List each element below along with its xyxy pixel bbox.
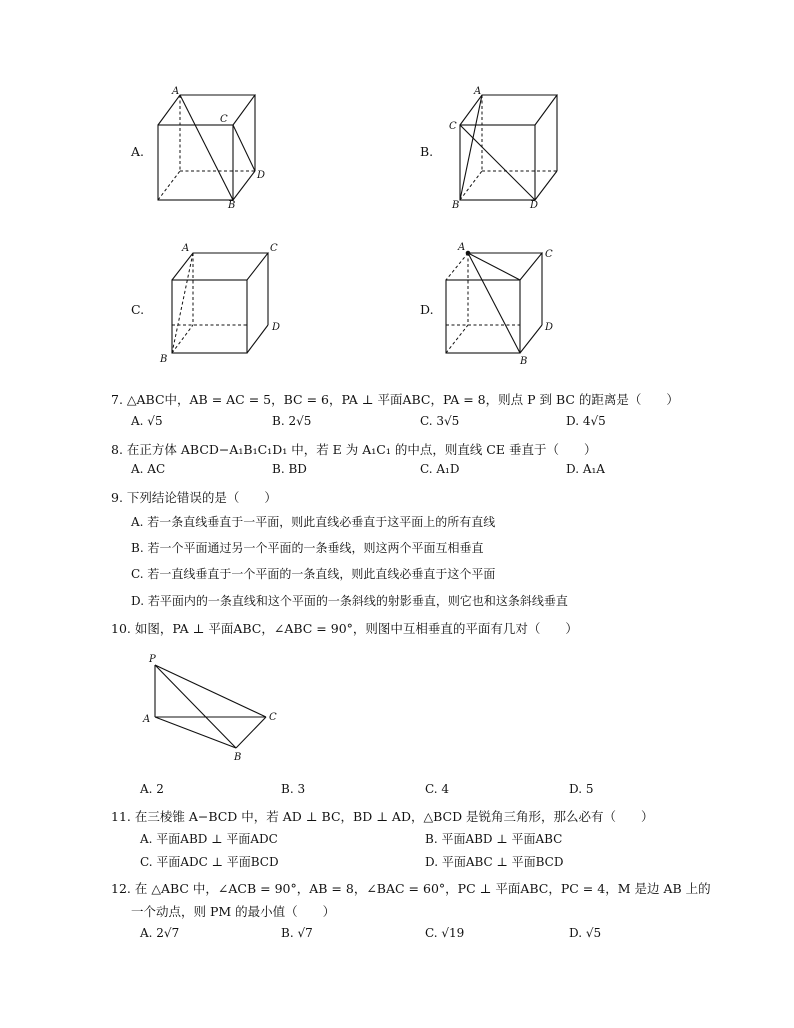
q6-option-a-label[interactable]: A.: [131, 144, 145, 159]
vertex-label: A: [143, 714, 151, 725]
vertex-label: B: [520, 356, 528, 367]
q6-option-d-label[interactable]: D.: [420, 302, 434, 317]
q10-option-a[interactable]: A. 2: [140, 782, 164, 796]
q9-option-b[interactable]: B. 若一个平面通过另一个平面的一条垂线，则这两个平面互相垂直: [131, 541, 484, 555]
vertex-label: C: [270, 243, 278, 254]
vertex-label: B: [452, 200, 460, 211]
q8-option-c[interactable]: C. A₁D: [420, 462, 460, 476]
vertex-label: A: [182, 243, 190, 254]
q6-option-c-cube-figure: [160, 240, 280, 365]
q10-stem: 10. 如图，PA ⊥ 平面ABC，∠ABC = 90°，则图中互相垂直的平面有几对（ ）: [111, 621, 578, 636]
q9-stem: 9. 下列结论错误的是（ ）: [111, 490, 277, 505]
q7-stem: 7. △ABC中，AB = AC = 5，BC = 6，PA ⊥ 平面ABC，PA = 8，则点 P 到 BC 的距离是（ ）: [111, 392, 679, 407]
q12-stem-line2: 一个动点，则 PM 的最小值（ ）: [131, 904, 336, 919]
q7-option-d[interactable]: D. 4√5: [566, 414, 606, 428]
q8-option-d[interactable]: D. A₁A: [566, 462, 605, 476]
vertex-label: A: [474, 86, 482, 97]
vertex-label: C: [449, 121, 457, 132]
q8-option-b[interactable]: B. BD: [272, 462, 307, 476]
q12-option-a[interactable]: A. 2√7: [140, 926, 180, 940]
q6-option-c-label[interactable]: C.: [131, 302, 145, 317]
q11-option-b[interactable]: B. 平面ABD ⊥ 平面ABC: [425, 832, 563, 846]
q8-option-a[interactable]: A. AC: [131, 462, 166, 476]
q12-option-b[interactable]: B. √7: [281, 926, 313, 940]
q9-option-a[interactable]: A. 若一条直线垂直于一平面，则此直线必垂直于这平面上的所有直线: [131, 515, 496, 529]
vertex-label: C: [220, 114, 228, 125]
q7-option-a[interactable]: A. √5: [131, 414, 163, 428]
q11-option-a[interactable]: A. 平面ABD ⊥ 平面ADC: [140, 832, 278, 846]
vertex-label: D: [257, 170, 266, 181]
q11-stem: 11. 在三棱锥 A−BCD 中，若 AD ⊥ BC，BD ⊥ AD，△BCD 是锐角三角形，那么必有（ ）: [111, 809, 654, 824]
vertex-label: A: [172, 86, 180, 97]
q6-option-d-cube-figure: [440, 240, 560, 365]
q10-pyramid-figure: [140, 650, 290, 770]
q10-option-b[interactable]: B. 3: [281, 782, 306, 796]
q8-stem: 8. 在正方体 ABCD−A₁B₁C₁D₁ 中，若 E 为 A₁C₁ 的中点，则直线 CE 垂直于（ ）: [111, 442, 597, 457]
q11-option-c[interactable]: C. 平面ADC ⊥ 平面BCD: [140, 855, 279, 869]
q9-option-d[interactable]: D. 若平面内的一条直线和这个平面的一条斜线的射影垂直，则它也和这条斜线垂直: [131, 594, 568, 608]
q12-stem-line1: 12. 在 △ABC 中，∠ACB = 90°，AB = 8，∠BAC = 60°，PC ⊥ 平面ABC，PC = 4，M 是边 AB 上的: [111, 881, 711, 896]
vertex-label: D: [545, 322, 554, 333]
q11-option-d[interactable]: D. 平面ABC ⊥ 平面BCD: [425, 855, 564, 869]
vertex-label: C: [269, 712, 277, 723]
q7-option-b[interactable]: B. 2√5: [272, 414, 312, 428]
q12-option-d[interactable]: D. √5: [569, 926, 602, 940]
q6-option-b-cube-figure: [449, 85, 572, 211]
vertex-label: B: [228, 200, 236, 211]
q12-option-c[interactable]: C. √19: [425, 926, 465, 940]
vertex-label: C: [545, 249, 553, 260]
q6-option-a-cube-figure: [150, 85, 270, 210]
q10-option-c[interactable]: C. 4: [425, 782, 450, 796]
vertex-label: B: [234, 752, 242, 763]
vertex-label: B: [160, 354, 168, 365]
q9-option-c[interactable]: C. 若一直线垂直于一个平面的一条直线，则此直线必垂直于这个平面: [131, 567, 496, 581]
vertex-label: D: [530, 200, 539, 211]
q7-option-c[interactable]: C. 3√5: [420, 414, 460, 428]
vertex-label: D: [272, 322, 281, 333]
q6-option-b-label[interactable]: B.: [420, 144, 434, 159]
q10-option-d[interactable]: D. 5: [569, 782, 594, 796]
vertex-label: A: [458, 242, 466, 253]
vertex-label: P: [149, 654, 156, 665]
